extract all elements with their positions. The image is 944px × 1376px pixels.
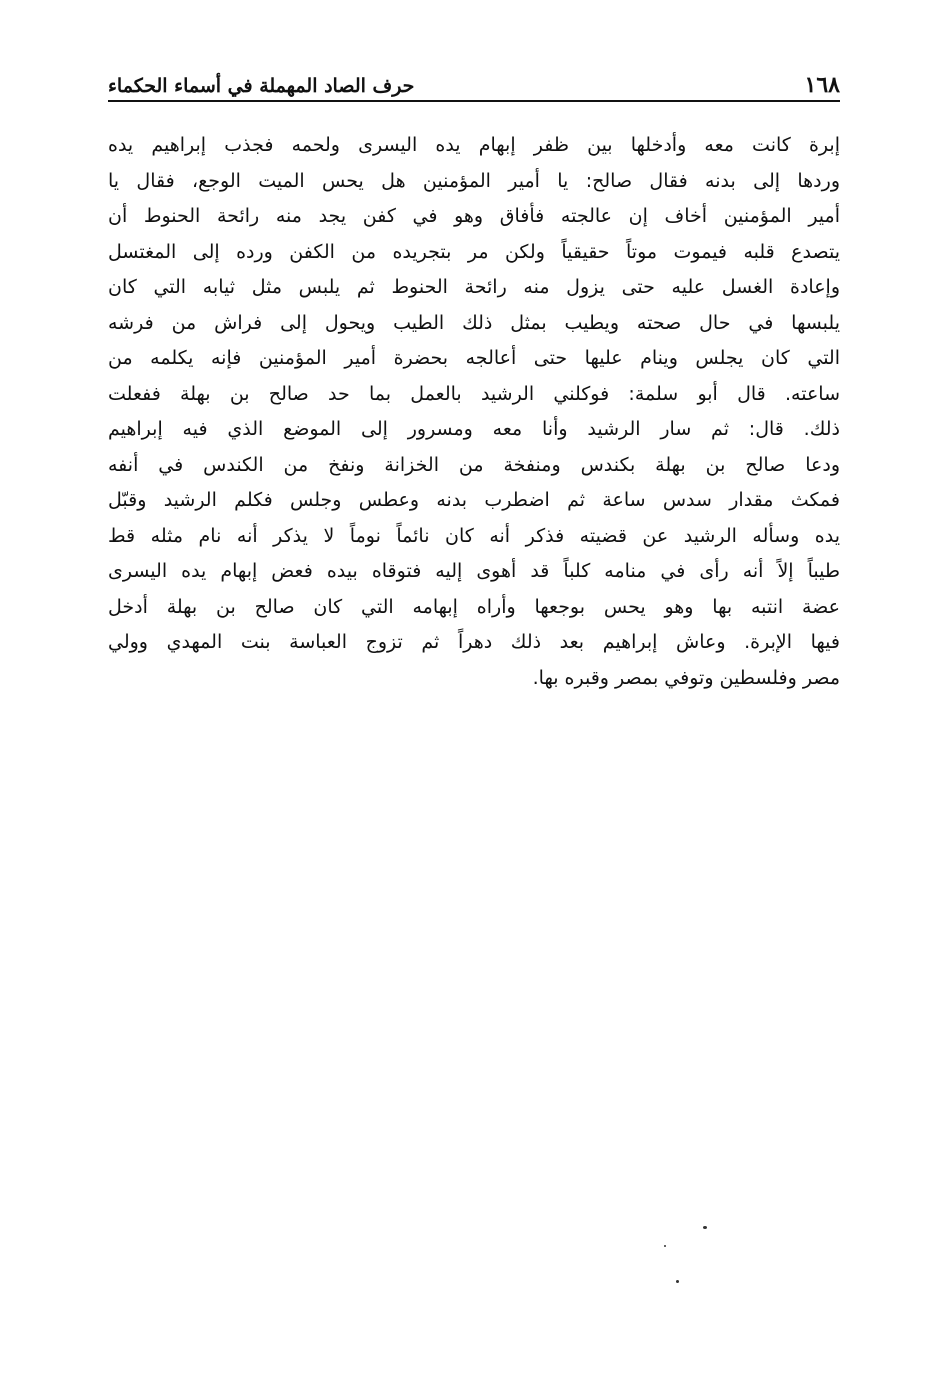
page-header <box>108 62 840 102</box>
text-line: فيها الإبرة. وعاش إبراهيم بعد ذلك دهراً ثم تزوج العباسة بنت المهدي وولي <box>108 631 840 653</box>
text-line-last: مصر وفلسطين وتوفي بمصر وقبره بها. <box>532 666 840 689</box>
text-line: ذلك. قال: ثم سار الرشيد وأنا معه ومسرور إلى الموضع الذي فيه إبراهيم <box>108 418 840 440</box>
body-text <box>108 128 840 696</box>
text-line: وردها إلى بدنه فقال صالح: يا أمير المؤمنين هل يحس الميت الوجع، فقال يا <box>108 169 840 192</box>
text-line: إبرة كانت معه وأدخلها بين ظفر إبهام يده اليسرى ولحمه فجذب إبراهيم يده <box>108 134 840 156</box>
text-line: أمير المؤمنين أخاف إن عالجته فأفاق وهو في كفن يجد منه رائحة الحنوط أن <box>108 205 840 227</box>
running-title: حرف الصاد المهملة في أسماء الحكماء <box>108 75 415 97</box>
text-line: التي كان يجلس وينام عليها حتى أعالجه بحضرة أمير المؤمنين فإنه يكلمه من <box>108 347 840 369</box>
text-line: فمكث مقدار سدس ساعة ثم اضطرب بدنه وعطس وجلس فكلم الرشيد وقبّل <box>108 489 840 511</box>
text-line: طيباً إلاً أنه رأى في منامه كلباً قد أهوى إليه فتوقاه بيده فعض إبهام يده اليسرى <box>108 560 840 582</box>
scan-speck <box>703 1226 707 1229</box>
scan-speck <box>664 1245 666 1247</box>
text-line: ودعا صالح بن بهلة بكندس ومنفخة من الخزانة ونفخ من الكندس في أنفه <box>108 453 840 476</box>
text-line: وإعادة الغسل عليه حتى يزول منه رائحة الحنوط ثم يلبس مثل ثيابه التي كان <box>108 276 840 298</box>
text-line: يتصدع قلبه فيموت موتاً حقيقياً ولكن مر بتجريده من الكفن ورده إلى المغتسل <box>108 240 840 263</box>
scan-speck <box>676 1280 679 1283</box>
text-line: يلبسها في حال صحته ويطيب بمثل ذلك الطيب ويحول إلى فراش من فرشه <box>108 311 840 334</box>
text-line: يده وسأله الرشيد عن قضيته فذكر أنه كان نائماً نوماً لا يذكر أنه نام مثله قط <box>108 524 840 547</box>
page-number: ١٦٨ <box>804 72 840 98</box>
text-line: عضة انتبه بها وهو يحس بوجعها وأراه إبهامه التي كان صالح بن بهلة أدخل <box>108 595 840 618</box>
text-line: ساعته. قال أبو سلمة: فوكلني الرشيد بالعمل بما حد صالح بن بهلة ففعلت <box>108 382 840 405</box>
